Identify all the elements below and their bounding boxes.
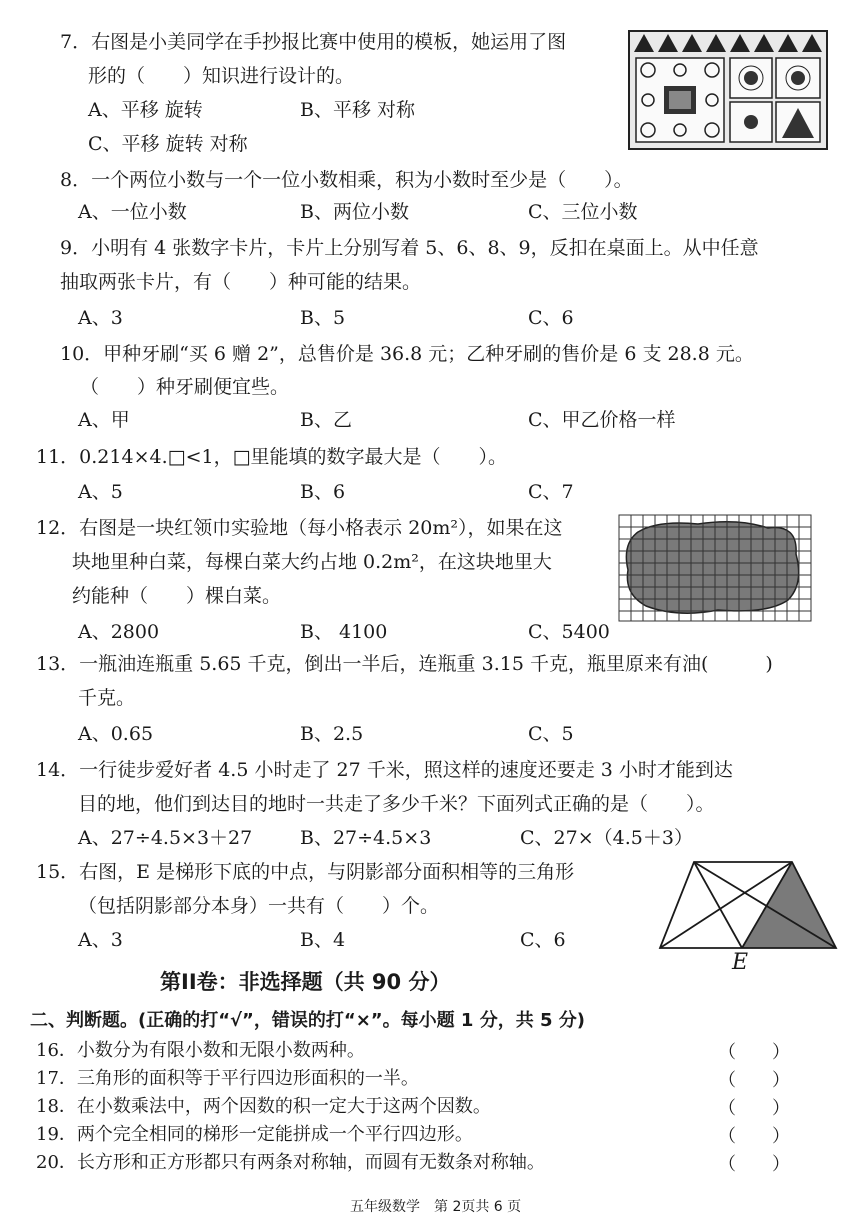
q13-option-c: C、5 (528, 723, 574, 745)
q14-option-a: A、27÷4.5×3＋27 (78, 827, 253, 849)
q12-option-c: C、5400 (528, 621, 610, 643)
q12-line2: 块地里种白菜，每棵白菜大约占地 0.2m²，在这块地里大 (72, 551, 552, 573)
judgement-item-17: 17．三角形的面积等于平行四边形面积的一半。 (36, 1068, 419, 1089)
q13-option-a: A、0.65 (78, 723, 154, 745)
answer-slot-19: （ ） (718, 1126, 790, 1147)
q14-line1: 14．一行徒步爱好者 4.5 小时走了 27 千米，照这样的速度还要走 3 小时才能到达 (36, 759, 733, 781)
q14-option-b: B、27÷4.5×3 (300, 827, 432, 849)
q10-option-b: B、乙 (300, 409, 352, 431)
part2-title: 第II卷：非选择题（共 90 分） (160, 970, 451, 994)
q8-option-c: C、三位小数 (528, 201, 638, 223)
q12-line1: 12．右图是一块红领巾实验地（每小格表示 20m²），如果在这 (36, 517, 563, 539)
q10-option-c: C、甲乙价格一样 (528, 409, 676, 431)
answer-slot-18: （ ） (718, 1098, 790, 1119)
answer-slot-16: （ ） (718, 1042, 790, 1063)
q12-option-b: B、 4100 (300, 621, 388, 643)
q9-option-c: C、6 (528, 307, 574, 329)
judgement-item-18: 18．在小数乘法中，两个因数的积一定大于这两个因数。 (36, 1096, 491, 1117)
q10-line1: 10．甲种牙刷“买 6 赠 2”，总售价是 36.8 元；乙种牙刷的售价是 6 支 28.8 元。 (60, 343, 754, 365)
q13-line1: 13．一瓶油连瓶重 5.65 千克，倒出一半后，连瓶重 3.15 千克，瓶里原来有油( ) (36, 653, 773, 675)
q11-line1: 11．0.214×4.□<1，□里能填的数字最大是（ ）。 (36, 446, 508, 468)
q8-option-b: B、两位小数 (300, 201, 409, 223)
q13-option-b: B、2.5 (300, 723, 364, 745)
judgement-item-20: 20．长方形和正方形都只有两条对称轴，而圆有无数条对称轴。 (36, 1152, 545, 1173)
q11-option-a: A、5 (78, 481, 123, 503)
judgement-item-19: 19．两个完全相同的梯形一定能拼成一个平行四边形。 (36, 1124, 473, 1145)
q15-trapezoid-figure (656, 858, 846, 950)
q14-option-c: C、27×（4.5＋3） (520, 827, 693, 849)
q9-option-b: B、5 (300, 307, 346, 329)
q7-option-a: A、平移 旋转 (88, 99, 203, 121)
q15-line1: 15．右图，E 是梯形下底的中点，与阴影部分面积相等的三角形 (36, 861, 575, 883)
q11-option-c: C、7 (528, 481, 574, 503)
q13-line2: 千克。 (78, 687, 136, 709)
judgement-item-16: 16．小数分为有限小数和无限小数两种。 (36, 1040, 365, 1061)
q8-option-a: A、一位小数 (78, 201, 187, 223)
q7-line1: 7．右图是小美同学在手抄报比赛中使用的模板，她运用了图 (60, 31, 567, 53)
q15-point-e-label: E (732, 950, 749, 975)
q15-option-c: C、6 (520, 929, 566, 951)
q12-grid-figure (618, 514, 812, 622)
answer-slot-17: （ ） (718, 1070, 790, 1091)
q15-option-b: B、4 (300, 929, 346, 951)
q7-option-c: C、平移 旋转 对称 (88, 133, 248, 155)
answer-slot-20: （ ） (718, 1154, 790, 1175)
q9-line1: 9．小明有 4 张数字卡片，卡片上分别写着 5、6、8、9，反扣在桌面上。从中任意 (60, 237, 759, 259)
q7-template-figure (628, 30, 828, 150)
page-footer: 五年级数学 第 2页共 6 页 (350, 1199, 522, 1215)
q15-line2: （包括阴影部分本身）一共有（ ）个。 (78, 895, 440, 917)
q12-option-a: A、2800 (78, 621, 160, 643)
q7-line2: 形的（ ）知识进行设计的。 (88, 65, 355, 87)
q12-line3: 约能种（ ）棵白菜。 (72, 585, 282, 607)
q9-line2: 抽取两张卡片，有（ ）种可能的结果。 (60, 271, 422, 293)
q14-line2: 目的地，他们到达目的地时一共走了多少千米？下面列式正确的是（ ）。 (78, 793, 715, 815)
q15-option-a: A、3 (78, 929, 123, 951)
q10-option-a: A、甲 (78, 409, 130, 431)
q10-line2: （ ）种牙刷便宜些。 (80, 376, 290, 398)
q8-line1: 8．一个两位小数与一个一位小数相乘，积为小数时至少是（ ）。 (60, 169, 633, 191)
judgement-section-heading: 二、判断题。(正确的打“√”，错误的打“×”。每小题 1 分，共 5 分) (30, 1010, 585, 1031)
q9-option-a: A、3 (78, 307, 123, 329)
q11-option-b: B、6 (300, 481, 346, 503)
q7-option-b: B、平移 对称 (300, 99, 416, 121)
